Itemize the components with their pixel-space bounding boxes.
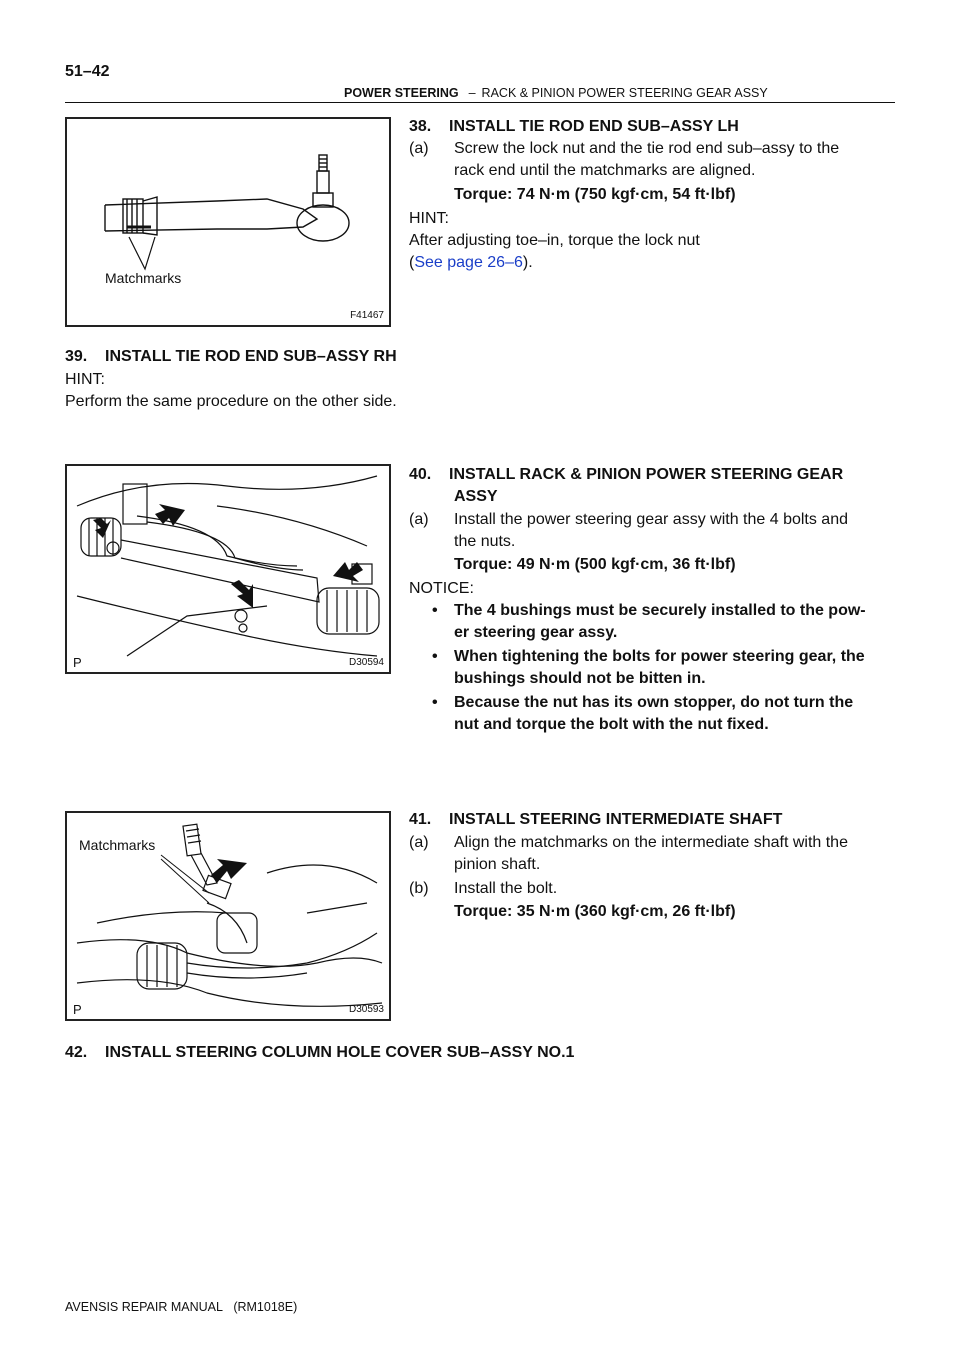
bullet-icon: • xyxy=(432,648,438,665)
step-40-notice-label: NOTICE: xyxy=(409,580,474,597)
notice-1-line2: er steering gear assy. xyxy=(454,624,618,641)
figure-tie-rod-end xyxy=(65,117,391,327)
step-39-title: 39. INSTALL TIE ROD END SUB–ASSY RH xyxy=(65,348,397,365)
running-header xyxy=(344,86,768,100)
notice-3-line2: nut and torque the bolt with the nut fixed. xyxy=(454,716,769,733)
figure-steering-gear xyxy=(65,464,391,674)
figure-p-mark: P xyxy=(73,1002,82,1017)
step-39-hint-text: Perform the same procedure on the other side. xyxy=(65,393,397,410)
step-38-a-label: (a) xyxy=(409,140,429,157)
header-section: POWER STEERING xyxy=(344,86,459,100)
step-39-hint-label: HINT: xyxy=(65,371,105,388)
steering-gear-illustration xyxy=(67,466,389,672)
bullet-icon: • xyxy=(432,602,438,619)
notice-2-line2: bushings should not be bitten in. xyxy=(454,670,706,687)
figure-intermediate-shaft xyxy=(65,811,391,1021)
step-41-torque: Torque: 35 N·m (360 kgf·cm, 26 ft·lbf) xyxy=(454,903,736,920)
page-number: 51–42 xyxy=(65,63,110,80)
notice-3-line1: Because the nut has its own stopper, do not turn the xyxy=(454,694,854,711)
header-rule xyxy=(65,102,895,103)
step-40-torque: Torque: 49 N·m (500 kgf·cm, 36 ft·lbf) xyxy=(454,556,736,573)
footer-manual-title: AVENSIS REPAIR MANUAL (RM1018E) xyxy=(65,1300,298,1314)
step-41-b-label: (b) xyxy=(409,880,429,897)
step-40-a-line1: Install the power steering gear assy with the 4 bolts and xyxy=(454,511,848,528)
step-40-a-line2: the nuts. xyxy=(454,533,516,550)
figure-id: D30593 xyxy=(348,1004,384,1015)
step-38-torque: Torque: 74 N·m (750 kgf·cm, 54 ft·lbf) xyxy=(454,186,736,203)
notice-1-line1: The 4 bushings must be securely installed to the pow- xyxy=(454,602,866,619)
step-41-title: 41. INSTALL STEERING INTERMEDIATE SHAFT xyxy=(409,811,783,828)
step-40-a-label: (a) xyxy=(409,511,429,528)
step-38-a-line2: rack end until the matchmarks are aligned. xyxy=(454,162,756,179)
step-38-a-line1: Screw the lock nut and the tie rod end sub–assy to the xyxy=(454,140,840,157)
step-38-reference xyxy=(409,252,533,274)
figure-id: F41467 xyxy=(350,310,384,321)
figure-id: D30594 xyxy=(348,657,384,668)
figure-label-matchmarks: Matchmarks xyxy=(79,837,156,853)
step-38-hint-label: HINT: xyxy=(409,210,449,227)
tie-rod-end-illustration xyxy=(67,119,389,325)
ref-open: ( xyxy=(409,254,415,271)
step-38-hint-text: After adjusting toe–in, torque the lock nut xyxy=(409,232,700,249)
figure-p-mark: P xyxy=(73,655,82,670)
step-42-title: 42. INSTALL STEERING COLUMN HOLE COVER SUB–ASSY NO.1 xyxy=(65,1044,575,1061)
step-41-a-label: (a) xyxy=(409,834,429,851)
ref-close: ). xyxy=(522,254,533,271)
notice-2-line1: When tightening the bolts for power steering gear, the xyxy=(454,648,865,665)
step-40-title-line2: ASSY xyxy=(454,488,498,505)
step-38-title: 38. INSTALL TIE ROD END SUB–ASSY LH xyxy=(409,118,739,135)
bullet-icon: • xyxy=(432,694,438,711)
header-separator: – xyxy=(468,86,476,100)
step-41-b-text: Install the bolt. xyxy=(454,880,558,897)
step-41-a-line2: pinion shaft. xyxy=(454,856,541,873)
see-page-link[interactable]: See page 26–6 xyxy=(414,254,523,271)
step-41-a-line1: Align the matchmarks on the intermediate shaft with the xyxy=(454,834,848,851)
step-40-title-line1: 40. INSTALL RACK & PINION POWER STEERING GEAR xyxy=(409,466,844,483)
header-subsection: RACK & PINION POWER STEERING GEAR ASSY xyxy=(481,86,768,100)
figure-label-matchmarks: Matchmarks xyxy=(105,270,182,286)
